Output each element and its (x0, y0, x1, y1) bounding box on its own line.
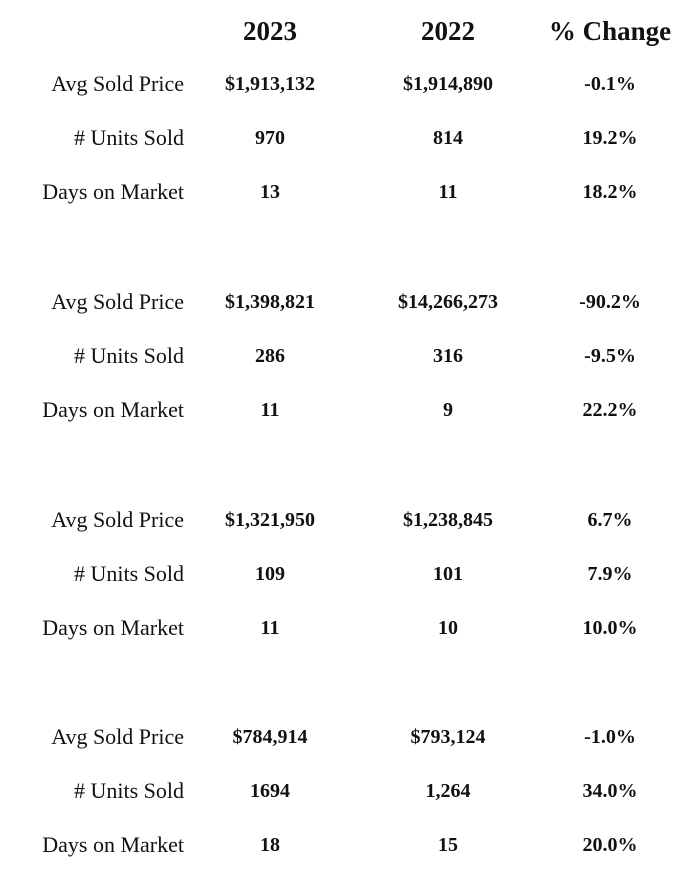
metric-label: # Units Sold (73, 125, 184, 150)
value-2022: 11 (438, 181, 458, 203)
table-row (0, 776, 696, 806)
value-2023: 286 (255, 345, 285, 367)
value-2023: 11 (260, 399, 280, 421)
value-percent-change: 6.7% (587, 509, 633, 531)
value-percent-change: 22.2% (582, 399, 638, 421)
value-2023: $1,913,132 (225, 73, 315, 95)
value-2022: 10 (438, 617, 458, 639)
value-2022: 1,264 (425, 780, 471, 802)
value-percent-change: 7.9% (587, 563, 633, 585)
value-percent-change: 19.2% (582, 127, 638, 149)
table-row (0, 559, 696, 589)
value-2022: 814 (433, 127, 463, 149)
table-row (0, 722, 696, 752)
value-percent-change: 10.0% (582, 617, 638, 639)
table-row (0, 69, 696, 99)
value-2023: 1694 (250, 780, 290, 802)
table-row (0, 395, 696, 425)
value-percent-change: -9.5% (584, 345, 636, 367)
table-row (0, 613, 696, 643)
value-percent-change: 18.2% (582, 181, 638, 203)
value-percent-change: -1.0% (584, 726, 636, 748)
value-2022: 15 (438, 834, 458, 856)
value-2023: 13 (260, 181, 280, 203)
metric-label: Days on Market (42, 179, 184, 204)
value-percent-change: -90.2% (579, 291, 641, 313)
value-2022: $793,124 (410, 726, 486, 748)
value-percent-change: 34.0% (582, 780, 638, 802)
table-row (0, 341, 696, 371)
value-2022: 9 (443, 399, 453, 421)
value-2023: 11 (260, 617, 280, 639)
value-2023: 109 (255, 563, 285, 585)
metric-label: Avg Sold Price (51, 724, 184, 749)
value-2022: $1,238,845 (403, 509, 493, 531)
value-2022: $14,266,273 (398, 291, 498, 313)
metric-label: Days on Market (42, 615, 184, 640)
value-2023: $784,914 (232, 726, 308, 748)
header-percent-change: % Change (548, 16, 672, 46)
table-row (0, 123, 696, 153)
value-2022: $1,914,890 (403, 73, 493, 95)
metric-label: # Units Sold (73, 778, 184, 803)
value-2023: $1,321,950 (225, 509, 315, 531)
metric-label: Avg Sold Price (51, 289, 184, 314)
value-2022: 316 (433, 345, 463, 367)
metric-label: Avg Sold Price (51, 507, 184, 532)
metric-label: Days on Market (42, 832, 184, 857)
table-row (0, 505, 696, 535)
header-2022: 2022 (421, 16, 475, 46)
table-row (0, 830, 696, 860)
header-2023: 2023 (243, 16, 297, 46)
value-2023: 18 (260, 834, 280, 856)
value-2023: 970 (255, 127, 285, 149)
table-row (0, 177, 696, 207)
metric-label: # Units Sold (73, 561, 184, 586)
value-percent-change: 20.0% (582, 834, 638, 856)
metric-label: # Units Sold (73, 343, 184, 368)
value-2022: 101 (433, 563, 463, 585)
value-percent-change: -0.1% (584, 73, 636, 95)
value-2023: $1,398,821 (225, 291, 315, 313)
metric-label: Days on Market (42, 397, 184, 422)
metric-label: Avg Sold Price (51, 71, 184, 96)
table-row (0, 287, 696, 317)
